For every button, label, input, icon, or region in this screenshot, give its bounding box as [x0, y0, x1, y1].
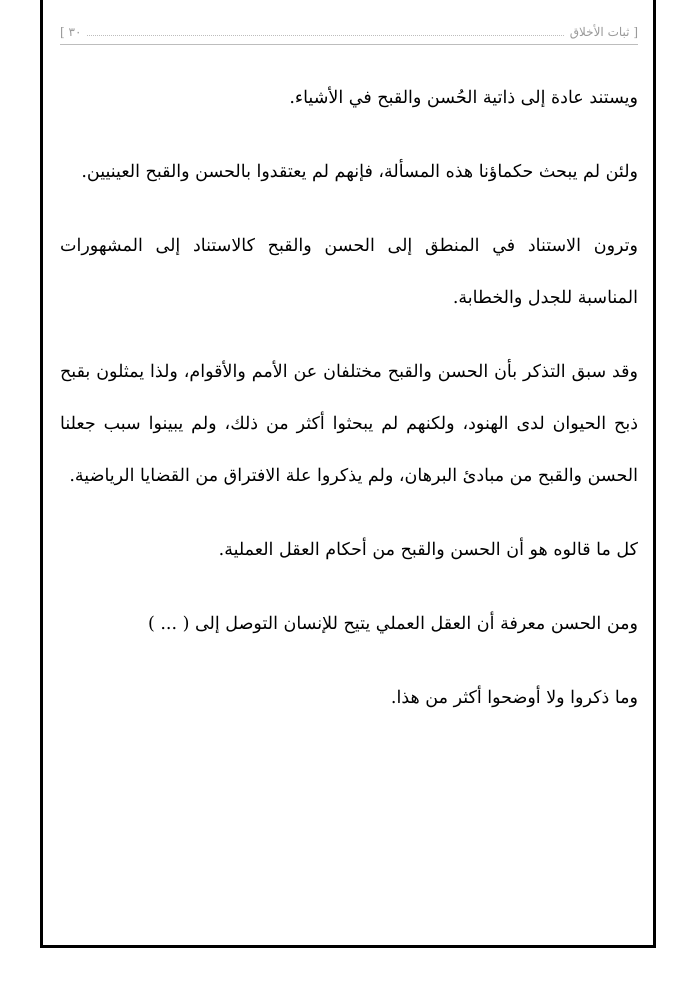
paragraph: ومن الحسن معرفة أن العقل العملي يتيح للإنسان التوصل إلى ( ... ) [147, 614, 638, 634]
paragraph: وترون الاستناد في المنطق إلى الحسن والقبح كالاستناد إلى المشهورات المناسبة للجدل والخطابة. [60, 236, 638, 308]
paragraph: كل ما قالوه هو أن الحسن والقبح من أحكام العقل العملية. [218, 540, 638, 560]
paragraph: وما ذكروا ولا أوضحوا أكثر من هذا. [390, 688, 638, 708]
page-number: ٣٠ ] [60, 25, 82, 39]
paragraph: وقد سبق التذكر بأن الحسن والقبح مختلفان عن الأمم والأقوام، ولذا يمثلون بقبح ذبح الحيوان لدى الهنود، ولكنهم لم يبحثوا أكثر من ذلك، ولم يبينوا سبب جعلنا الحسن والقبح من مبادئ البرهان، ولم يذكروا علة الافتراق من القضايا الرياضية. [60, 362, 638, 486]
page-body [60, 72, 638, 746]
book-title: [ ثبات الأخلاق [569, 25, 638, 39]
paragraph: ويستند عادة إلى ذاتية الحُسن والقبح في الأشياء. [289, 88, 638, 108]
paragraph: ولئن لم يبحث حكماؤنا هذه المسألة، فإنهم لم يعتقدوا بالحسن والقبح العينيين. [81, 162, 638, 182]
header-dotted-leader [87, 35, 563, 36]
running-header [60, 20, 638, 45]
